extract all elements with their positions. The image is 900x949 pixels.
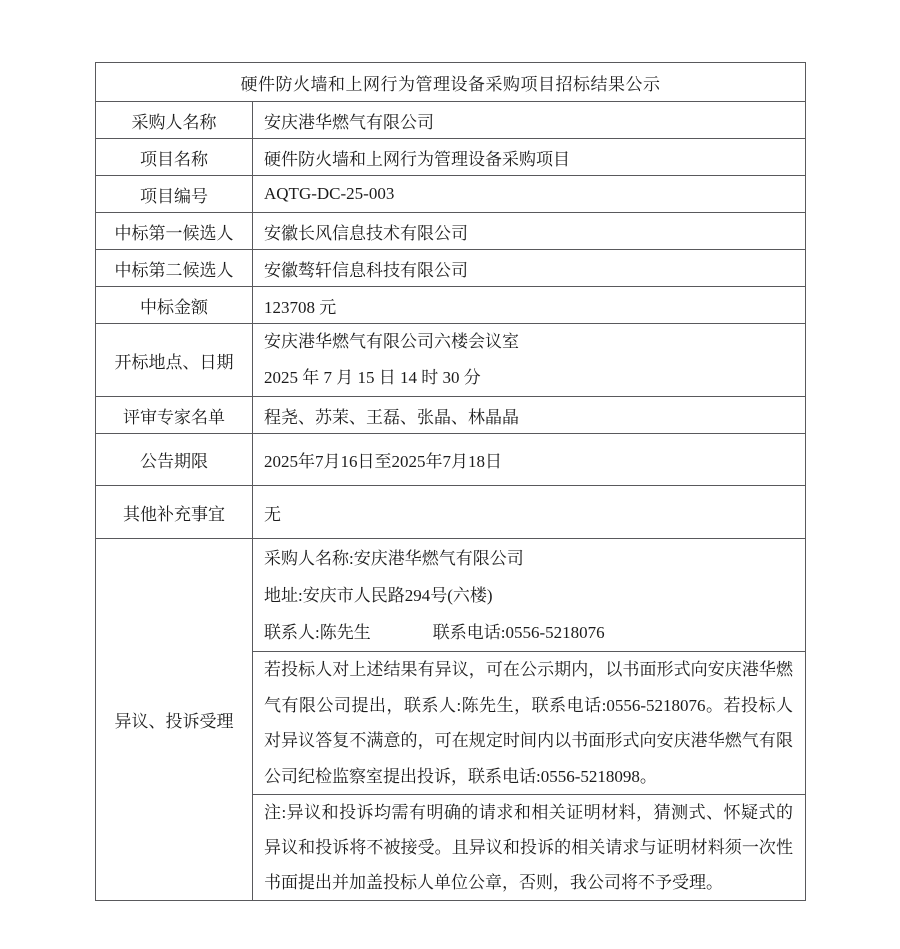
table-row-second-candidate: [96, 250, 806, 287]
row-label-first-candidate: 中标第一候选人: [96, 213, 253, 250]
row-value-bid-amount: 123708 元: [253, 287, 806, 324]
bid-opening-location: 安庆港华燃气有限公司六楼会议室: [264, 332, 519, 351]
row-value-project-number: AQTG-DC-25-003: [253, 176, 806, 213]
table-row-first-candidate: [96, 213, 806, 250]
row-label-purchaser: 采购人名称: [96, 102, 253, 139]
objection-note-cell: [253, 795, 806, 901]
objection-contact-person: 联系人:陈先生: [264, 622, 371, 642]
objection-contact-cell: [253, 539, 806, 652]
table-row-bid-amount: [96, 287, 806, 324]
table-row-other-matters: [96, 486, 806, 539]
table-row-title: [96, 63, 806, 102]
row-label-announcement-period: 公告期限: [96, 434, 253, 486]
table-row-announcement-period: [96, 434, 806, 486]
row-value-experts: 程尧、苏茉、王磊、张晶、林晶晶: [253, 397, 806, 434]
row-label-bid-opening: 开标地点、日期: [96, 324, 253, 397]
objection-contact-line: [264, 614, 793, 651]
row-label-objection: 异议、投诉受理: [96, 539, 253, 901]
objection-address-line: 地址:安庆市人民路294号(六楼): [264, 585, 493, 605]
row-value-announcement-period: 2025年7月16日至2025年7月18日: [253, 434, 806, 486]
objection-note-text: 注:异议和投诉均需有明确的请求和相关证明材料，猜测式、怀疑式的异议和投诉将不被接受。且异议和投诉的相关请求与证明材料须一次性书面提出并加盖投标人单位公章，否则，我公司将不予受理。: [264, 803, 793, 892]
row-label-other-matters: 其他补充事宜: [96, 486, 253, 539]
table-row-project-name: [96, 139, 806, 176]
row-value-first-candidate: 安徽长风信息技术有限公司: [253, 213, 806, 250]
row-value-bid-opening: [253, 324, 806, 397]
objection-purchaser-line: 采购人名称:安庆港华燃气有限公司: [264, 548, 524, 568]
row-label-bid-amount: 中标金额: [96, 287, 253, 324]
objection-procedure-cell: [253, 652, 806, 795]
row-value-second-candidate: 安徽骜轩信息科技有限公司: [253, 250, 806, 287]
page-title: 硬件防火墙和上网行为管理设备采购项目招标结果公示: [96, 63, 806, 102]
row-label-project-name: 项目名称: [96, 139, 253, 176]
row-label-experts: 评审专家名单: [96, 397, 253, 434]
row-value-purchaser: 安庆港华燃气有限公司: [253, 102, 806, 139]
objection-contact-phone: 联系电话:0556-5218076: [432, 622, 605, 642]
table-row-objection-contact: [96, 539, 806, 652]
announcement-table: [95, 62, 806, 901]
bid-opening-datetime: 2025 年 7 月 15 日 14 时 30 分: [264, 368, 481, 387]
objection-procedure-text: 若投标人对上述结果有异议，可在公示期内，以书面形式向安庆港华燃气有限公司提出，联系人:陈先生，联系电话:0556-5218076。若投标人对异议答复不满意的，可在规定时间内以书面形式向安庆港华燃气有限公司纪检监察室提出投诉，联系电话:0556-5218098。: [264, 660, 793, 786]
row-value-project-name: 硬件防火墙和上网行为管理设备采购项目: [253, 139, 806, 176]
row-value-other-matters: 无: [253, 486, 806, 539]
table-row-bid-opening: [96, 324, 806, 397]
table-row-experts: [96, 397, 806, 434]
row-label-project-number: 项目编号: [96, 176, 253, 213]
table-row-purchaser: [96, 102, 806, 139]
table-row-project-number: [96, 176, 806, 213]
row-label-second-candidate: 中标第二候选人: [96, 250, 253, 287]
